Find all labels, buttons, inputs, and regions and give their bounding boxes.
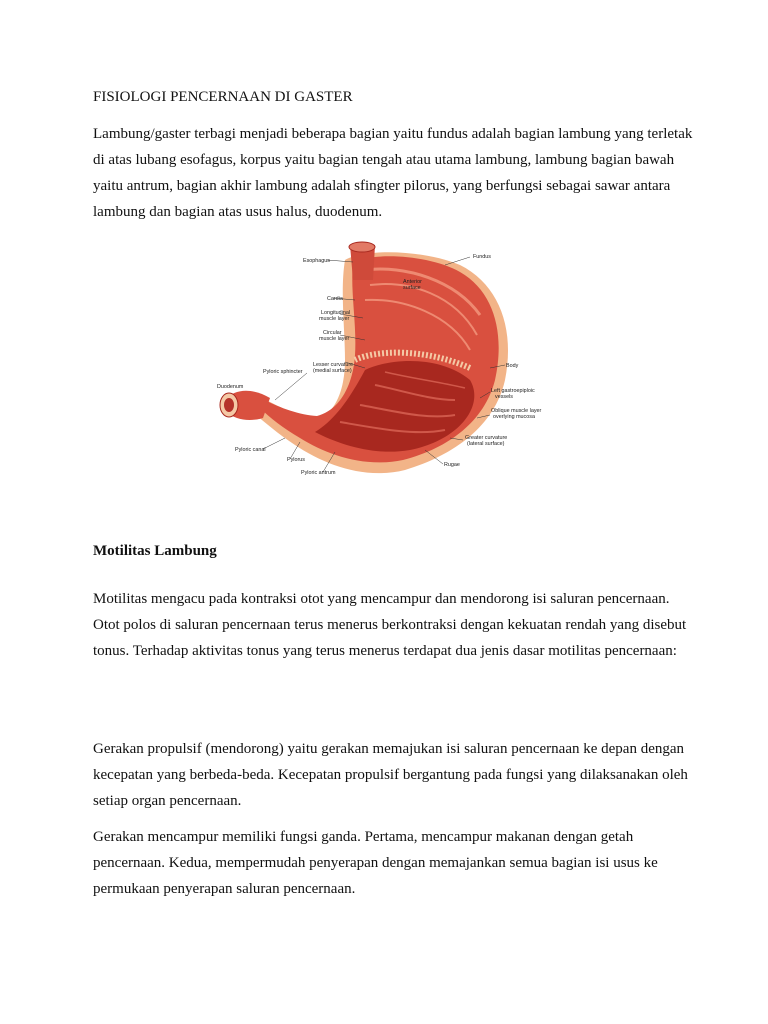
duodenum-lumen	[224, 398, 234, 412]
label-cardia: Cardia	[327, 296, 343, 302]
section-heading: Motilitas Lambung	[93, 543, 217, 559]
label-left-gastroepiploic-2: vessels	[495, 394, 513, 400]
label-lesser-curvature-2: (medial surface)	[313, 368, 352, 374]
label-circular: Circular	[323, 330, 342, 336]
label-lesser-curvature: Lesser curvature	[313, 362, 354, 368]
label-anterior-surface-2: surface	[403, 285, 421, 291]
stomach-illustration	[215, 240, 560, 480]
label-longitudinal-2: muscle layer	[319, 316, 350, 322]
label-pyloric-antrum: Pyloric antrum	[301, 470, 336, 476]
body-paragraph: Gerakan propulsif (mendorong) yaitu gerakan memajukan isi saluran pencernaan ke depan dengan kecepatan yang berbeda-beda. Kecepatan propulsif bergantung pada fungsi yang dilaksanakan oleh setiap organ pencernaan.	[93, 741, 688, 809]
label-duodenum: Duodenum	[217, 384, 244, 390]
body-paragraph: Gerakan mencampur memiliki fungsi ganda. Pertama, mencampur makanan dengan getah pencernaan. Kedua, mempermudah penyerapan dengan memajankan semua bagian isi usus ke permukaan penyerapan saluran pencernaan.	[93, 829, 658, 897]
label-esophagus: Esophagus	[303, 258, 330, 264]
label-anterior-surface: Anterior	[403, 279, 422, 285]
body-paragraph: Motilitas mengacu pada kontraksi otot yang mencampur dan mendorong isi saluran pencernaan. Otot polos di saluran pencernaan terus menerus berkontraksi dengan kekuatan rendah yang disebut tonus. Terhadap aktivitas tonus yang terus menerus terdapat dua jenis dasar motilitas pencernaan:	[93, 591, 687, 659]
label-left-gastroepiploic: Left gastroepiploic	[491, 388, 535, 394]
document-title: FISIOLOGI PENCERNAAN DI GASTER	[93, 89, 353, 105]
label-pylorus: Pylorus	[287, 457, 305, 463]
esophagus-opening	[349, 242, 375, 252]
label-oblique: Oblique muscle layer	[491, 408, 542, 414]
stomach-anatomy-figure	[215, 240, 560, 480]
label-body: Body	[506, 363, 519, 369]
label-oblique-2: overlying mucosa	[493, 414, 535, 420]
intro-paragraph: Lambung/gaster terbagi menjadi beberapa bagian yaitu fundus adalah bagian lambung yang terletak di atas lubang esofagus, korpus yaitu bagian tengah atau utama lambung, lambung bagian bawah yaitu antrum, bagian akhir lambung adalah sfingter pilorus, yang berfungsi sebagai sawar antara lambung dan bagian atas usus halus, duodenum.	[93, 126, 693, 220]
label-fundus: Fundus	[473, 254, 491, 260]
label-circular-2: muscle layer	[319, 336, 350, 342]
label-longitudinal: Longitudinal	[321, 310, 351, 316]
label-pyloric-canal: Pyloric canal	[235, 447, 266, 453]
label-greater-curvature-2: (lateral surface)	[467, 441, 505, 447]
label-pyloric-sphincter: Pyloric sphincter	[263, 369, 303, 375]
label-greater-curvature: Greater curvature	[465, 435, 508, 441]
label-rugae: Rugae	[444, 462, 460, 468]
